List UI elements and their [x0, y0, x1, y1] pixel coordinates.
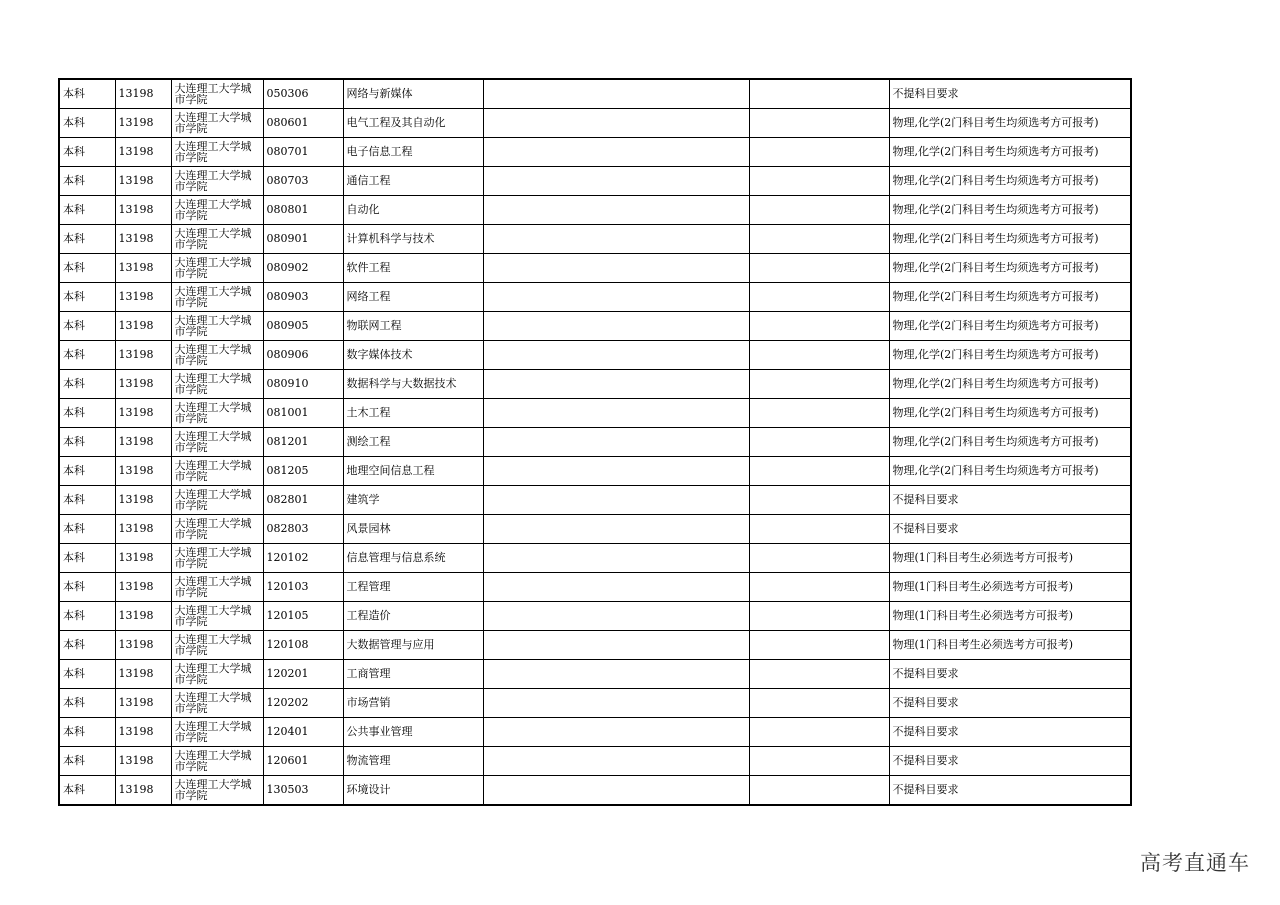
blank-cell	[483, 254, 749, 283]
level-cell: 本科	[59, 457, 115, 486]
school-name-cell: 大连理工大学城市学院	[171, 515, 263, 544]
subject-requirement-cell: 不提科目要求	[889, 689, 1131, 718]
major-name-cell: 物流管理	[343, 747, 483, 776]
major-code-cell: 080801	[263, 196, 343, 225]
school-code-cell: 13198	[115, 312, 171, 341]
school-code-cell: 13198	[115, 573, 171, 602]
major-name-cell: 电子信息工程	[343, 138, 483, 167]
subject-requirement-cell: 物理,化学(2门科目考生均须选考方可报考)	[889, 312, 1131, 341]
school-code-cell: 13198	[115, 718, 171, 747]
major-name-cell: 物联网工程	[343, 312, 483, 341]
school-name-cell: 大连理工大学城市学院	[171, 573, 263, 602]
major-name-cell: 自动化	[343, 196, 483, 225]
blank-cell	[749, 341, 889, 370]
major-code-cell: 080910	[263, 370, 343, 399]
blank-cell	[749, 312, 889, 341]
major-code-cell: 080601	[263, 109, 343, 138]
school-code-cell: 13198	[115, 776, 171, 806]
major-name-cell: 工程管理	[343, 573, 483, 602]
school-code-cell: 13198	[115, 370, 171, 399]
table-row	[59, 138, 1131, 167]
subject-requirement-cell: 不提科目要求	[889, 776, 1131, 806]
table-row	[59, 312, 1131, 341]
subject-requirement-cell: 物理(1门科目考生必须选考方可报考)	[889, 573, 1131, 602]
blank-cell	[749, 544, 889, 573]
major-code-cell: 130503	[263, 776, 343, 806]
table-row	[59, 457, 1131, 486]
table-row	[59, 196, 1131, 225]
blank-cell	[749, 138, 889, 167]
subject-requirement-cell: 物理,化学(2门科目考生均须选考方可报考)	[889, 254, 1131, 283]
major-code-cell: 080703	[263, 167, 343, 196]
school-name-cell: 大连理工大学城市学院	[171, 689, 263, 718]
blank-cell	[749, 486, 889, 515]
subject-requirement-cell: 物理,化学(2门科目考生均须选考方可报考)	[889, 196, 1131, 225]
major-code-cell: 120202	[263, 689, 343, 718]
school-code-cell: 13198	[115, 689, 171, 718]
blank-cell	[483, 167, 749, 196]
school-name-cell: 大连理工大学城市学院	[171, 776, 263, 806]
table-row	[59, 689, 1131, 718]
level-cell: 本科	[59, 79, 115, 109]
blank-cell	[749, 747, 889, 776]
major-name-cell: 测绘工程	[343, 428, 483, 457]
blank-cell	[749, 776, 889, 806]
major-name-cell: 网络工程	[343, 283, 483, 312]
major-code-cell: 081001	[263, 399, 343, 428]
level-cell: 本科	[59, 544, 115, 573]
blank-cell	[749, 283, 889, 312]
table-row	[59, 167, 1131, 196]
blank-cell	[749, 428, 889, 457]
major-code-cell: 080901	[263, 225, 343, 254]
blank-cell	[483, 457, 749, 486]
major-code-cell: 082801	[263, 486, 343, 515]
subject-requirement-cell: 物理,化学(2门科目考生均须选考方可报考)	[889, 341, 1131, 370]
table-row	[59, 79, 1131, 109]
level-cell: 本科	[59, 660, 115, 689]
school-name-cell: 大连理工大学城市学院	[171, 79, 263, 109]
subject-requirement-cell: 不提科目要求	[889, 486, 1131, 515]
school-name-cell: 大连理工大学城市学院	[171, 254, 263, 283]
blank-cell	[483, 486, 749, 515]
table-row	[59, 747, 1131, 776]
major-name-cell: 计算机科学与技术	[343, 225, 483, 254]
subject-requirements-table	[58, 78, 1132, 806]
blank-cell	[749, 254, 889, 283]
subject-requirement-cell: 不提科目要求	[889, 79, 1131, 109]
level-cell: 本科	[59, 196, 115, 225]
major-name-cell: 风景园林	[343, 515, 483, 544]
major-name-cell: 地理空间信息工程	[343, 457, 483, 486]
level-cell: 本科	[59, 747, 115, 776]
school-code-cell: 13198	[115, 341, 171, 370]
blank-cell	[749, 515, 889, 544]
major-code-cell: 081201	[263, 428, 343, 457]
blank-cell	[483, 399, 749, 428]
school-name-cell: 大连理工大学城市学院	[171, 196, 263, 225]
major-code-cell: 050306	[263, 79, 343, 109]
blank-cell	[749, 602, 889, 631]
blank-cell	[483, 544, 749, 573]
blank-cell	[483, 573, 749, 602]
school-name-cell: 大连理工大学城市学院	[171, 660, 263, 689]
major-code-cell: 120601	[263, 747, 343, 776]
school-code-cell: 13198	[115, 79, 171, 109]
school-name-cell: 大连理工大学城市学院	[171, 399, 263, 428]
subject-requirement-cell: 物理,化学(2门科目考生均须选考方可报考)	[889, 370, 1131, 399]
table-row	[59, 370, 1131, 399]
level-cell: 本科	[59, 341, 115, 370]
subject-requirement-cell: 物理,化学(2门科目考生均须选考方可报考)	[889, 399, 1131, 428]
watermark-text: 高考直通车	[1140, 851, 1250, 875]
subject-requirement-cell: 物理,化学(2门科目考生均须选考方可报考)	[889, 167, 1131, 196]
level-cell: 本科	[59, 399, 115, 428]
school-name-cell: 大连理工大学城市学院	[171, 428, 263, 457]
school-name-cell: 大连理工大学城市学院	[171, 138, 263, 167]
table-row	[59, 283, 1131, 312]
school-code-cell: 13198	[115, 167, 171, 196]
subject-requirement-cell: 不提科目要求	[889, 660, 1131, 689]
blank-cell	[749, 399, 889, 428]
major-name-cell: 土木工程	[343, 399, 483, 428]
major-code-cell: 081205	[263, 457, 343, 486]
table-row	[59, 225, 1131, 254]
subject-requirement-cell: 不提科目要求	[889, 747, 1131, 776]
blank-cell	[749, 631, 889, 660]
school-code-cell: 13198	[115, 747, 171, 776]
major-code-cell: 120201	[263, 660, 343, 689]
blank-cell	[749, 660, 889, 689]
school-code-cell: 13198	[115, 428, 171, 457]
level-cell: 本科	[59, 370, 115, 399]
table-row	[59, 109, 1131, 138]
table-row	[59, 602, 1131, 631]
table-body	[59, 79, 1131, 805]
level-cell: 本科	[59, 631, 115, 660]
major-name-cell: 网络与新媒体	[343, 79, 483, 109]
level-cell: 本科	[59, 718, 115, 747]
level-cell: 本科	[59, 109, 115, 138]
table-row	[59, 718, 1131, 747]
major-code-cell: 120102	[263, 544, 343, 573]
table-row	[59, 660, 1131, 689]
subject-requirement-cell: 物理,化学(2门科目考生均须选考方可报考)	[889, 457, 1131, 486]
subject-requirement-cell: 不提科目要求	[889, 515, 1131, 544]
school-code-cell: 13198	[115, 457, 171, 486]
school-name-cell: 大连理工大学城市学院	[171, 370, 263, 399]
school-code-cell: 13198	[115, 544, 171, 573]
table-row	[59, 544, 1131, 573]
blank-cell	[483, 79, 749, 109]
subject-requirement-cell: 物理,化学(2门科目考生均须选考方可报考)	[889, 109, 1131, 138]
blank-cell	[749, 370, 889, 399]
major-name-cell: 工商管理	[343, 660, 483, 689]
blank-cell	[483, 689, 749, 718]
school-code-cell: 13198	[115, 283, 171, 312]
school-name-cell: 大连理工大学城市学院	[171, 544, 263, 573]
subject-requirement-cell: 不提科目要求	[889, 718, 1131, 747]
major-name-cell: 通信工程	[343, 167, 483, 196]
blank-cell	[483, 631, 749, 660]
school-code-cell: 13198	[115, 196, 171, 225]
major-code-cell: 080701	[263, 138, 343, 167]
blank-cell	[749, 573, 889, 602]
school-name-cell: 大连理工大学城市学院	[171, 602, 263, 631]
major-code-cell: 120105	[263, 602, 343, 631]
major-code-cell: 120108	[263, 631, 343, 660]
school-code-cell: 13198	[115, 602, 171, 631]
table-row	[59, 341, 1131, 370]
school-name-cell: 大连理工大学城市学院	[171, 167, 263, 196]
major-code-cell: 080906	[263, 341, 343, 370]
subject-requirement-cell: 物理(1门科目考生必须选考方可报考)	[889, 631, 1131, 660]
blank-cell	[483, 196, 749, 225]
major-code-cell: 080903	[263, 283, 343, 312]
school-name-cell: 大连理工大学城市学院	[171, 486, 263, 515]
major-name-cell: 信息管理与信息系统	[343, 544, 483, 573]
major-name-cell: 软件工程	[343, 254, 483, 283]
school-name-cell: 大连理工大学城市学院	[171, 341, 263, 370]
major-name-cell: 环境设计	[343, 776, 483, 806]
blank-cell	[749, 109, 889, 138]
blank-cell	[483, 776, 749, 806]
major-name-cell: 公共事业管理	[343, 718, 483, 747]
school-name-cell: 大连理工大学城市学院	[171, 631, 263, 660]
major-name-cell: 电气工程及其自动化	[343, 109, 483, 138]
blank-cell	[483, 602, 749, 631]
blank-cell	[483, 283, 749, 312]
school-name-cell: 大连理工大学城市学院	[171, 225, 263, 254]
table-row	[59, 776, 1131, 806]
blank-cell	[749, 196, 889, 225]
school-code-cell: 13198	[115, 486, 171, 515]
blank-cell	[483, 138, 749, 167]
subject-requirement-cell: 物理,化学(2门科目考生均须选考方可报考)	[889, 283, 1131, 312]
blank-cell	[483, 718, 749, 747]
blank-cell	[483, 312, 749, 341]
level-cell: 本科	[59, 515, 115, 544]
major-code-cell: 080905	[263, 312, 343, 341]
blank-cell	[483, 225, 749, 254]
table-row	[59, 254, 1131, 283]
blank-cell	[749, 79, 889, 109]
school-name-cell: 大连理工大学城市学院	[171, 312, 263, 341]
school-code-cell: 13198	[115, 515, 171, 544]
blank-cell	[483, 428, 749, 457]
major-name-cell: 建筑学	[343, 486, 483, 515]
level-cell: 本科	[59, 428, 115, 457]
school-code-cell: 13198	[115, 109, 171, 138]
blank-cell	[749, 225, 889, 254]
major-name-cell: 市场营销	[343, 689, 483, 718]
table-row	[59, 399, 1131, 428]
major-name-cell: 大数据管理与应用	[343, 631, 483, 660]
blank-cell	[483, 660, 749, 689]
level-cell: 本科	[59, 254, 115, 283]
blank-cell	[749, 718, 889, 747]
school-code-cell: 13198	[115, 138, 171, 167]
table-row	[59, 515, 1131, 544]
school-name-cell: 大连理工大学城市学院	[171, 718, 263, 747]
major-code-cell: 080902	[263, 254, 343, 283]
blank-cell	[483, 109, 749, 138]
blank-cell	[483, 341, 749, 370]
school-code-cell: 13198	[115, 225, 171, 254]
school-name-cell: 大连理工大学城市学院	[171, 283, 263, 312]
table-row	[59, 486, 1131, 515]
major-name-cell: 数据科学与大数据技术	[343, 370, 483, 399]
subject-requirement-cell: 物理(1门科目考生必须选考方可报考)	[889, 602, 1131, 631]
school-code-cell: 13198	[115, 631, 171, 660]
major-code-cell: 082803	[263, 515, 343, 544]
major-name-cell: 数字媒体技术	[343, 341, 483, 370]
table-row	[59, 631, 1131, 660]
level-cell: 本科	[59, 602, 115, 631]
level-cell: 本科	[59, 167, 115, 196]
subject-requirement-cell: 物理,化学(2门科目考生均须选考方可报考)	[889, 225, 1131, 254]
school-code-cell: 13198	[115, 660, 171, 689]
blank-cell	[749, 457, 889, 486]
level-cell: 本科	[59, 486, 115, 515]
major-name-cell: 工程造价	[343, 602, 483, 631]
level-cell: 本科	[59, 689, 115, 718]
blank-cell	[749, 689, 889, 718]
table-row	[59, 428, 1131, 457]
subject-requirement-cell: 物理,化学(2门科目考生均须选考方可报考)	[889, 138, 1131, 167]
blank-cell	[749, 167, 889, 196]
blank-cell	[483, 515, 749, 544]
level-cell: 本科	[59, 283, 115, 312]
blank-cell	[483, 747, 749, 776]
school-code-cell: 13198	[115, 399, 171, 428]
level-cell: 本科	[59, 776, 115, 806]
major-code-cell: 120401	[263, 718, 343, 747]
table-row	[59, 573, 1131, 602]
level-cell: 本科	[59, 225, 115, 254]
level-cell: 本科	[59, 138, 115, 167]
school-name-cell: 大连理工大学城市学院	[171, 747, 263, 776]
school-name-cell: 大连理工大学城市学院	[171, 457, 263, 486]
school-code-cell: 13198	[115, 254, 171, 283]
subject-requirement-cell: 物理,化学(2门科目考生均须选考方可报考)	[889, 428, 1131, 457]
blank-cell	[483, 370, 749, 399]
major-code-cell: 120103	[263, 573, 343, 602]
level-cell: 本科	[59, 312, 115, 341]
subject-requirement-cell: 物理(1门科目考生必须选考方可报考)	[889, 544, 1131, 573]
school-name-cell: 大连理工大学城市学院	[171, 109, 263, 138]
level-cell: 本科	[59, 573, 115, 602]
